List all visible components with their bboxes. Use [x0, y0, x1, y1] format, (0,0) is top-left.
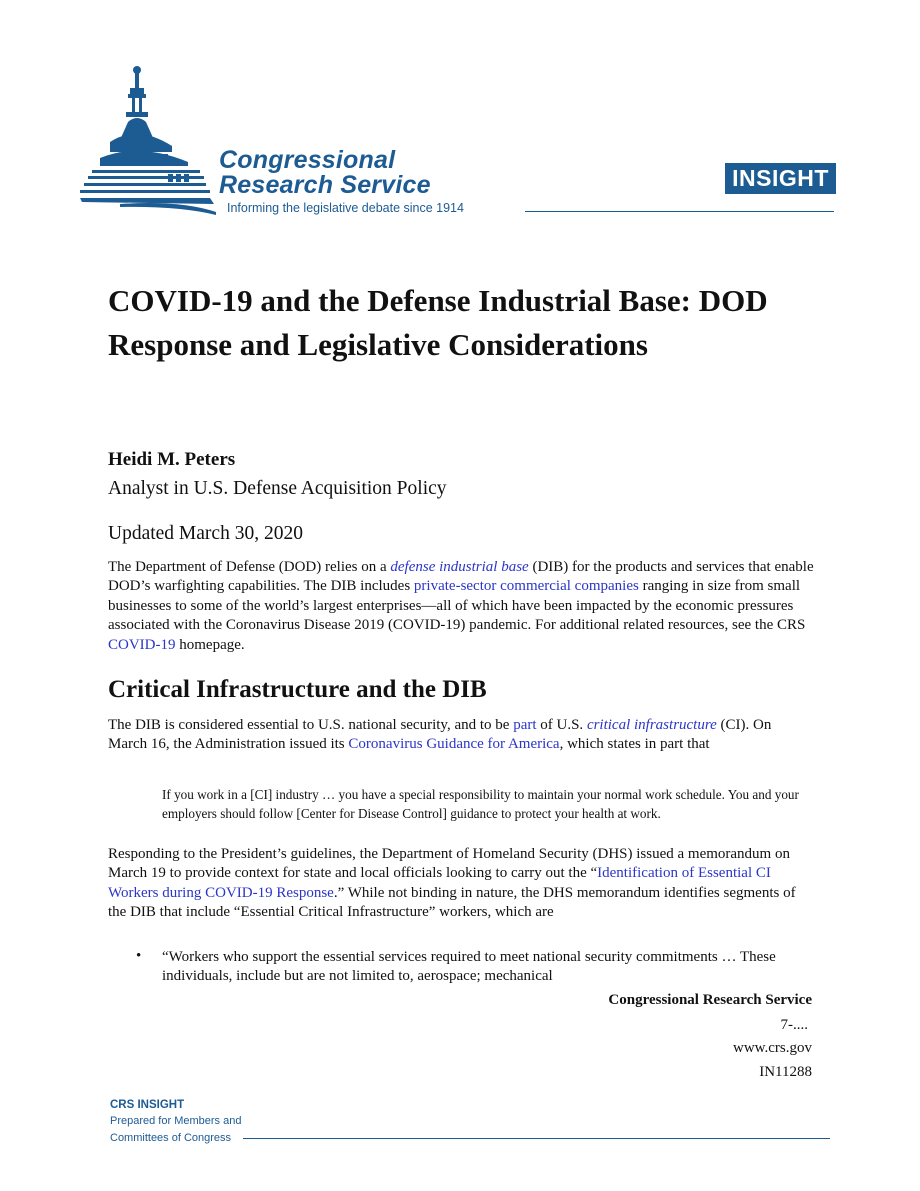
meta-report-id: IN11288: [759, 1064, 812, 1080]
brand-name-line2: Research Service: [219, 171, 431, 199]
section-paragraph-1: The DIB is considered essential to U.S. national security, and to be part of U.S. critical infrastructure (CI). On March 16, the Administration issued its Coronavirus Guidance for America, which states in part that: [108, 717, 772, 753]
insight-badge: INSIGHT: [725, 163, 836, 194]
footer-line2: Committees of Congress: [110, 1132, 232, 1144]
page-title: COVID-19 and the Defense Industrial Base: DOD Response and Legislative Considerations: [108, 283, 768, 362]
link-critical-infrastructure[interactable]: critical infrastructure: [586, 717, 717, 733]
footer-rule: [243, 1138, 830, 1139]
footer-label: CRS INSIGHT: [110, 1099, 185, 1111]
link-coronavirus-guidance[interactable]: Coronavirus Guidance for America: [348, 736, 560, 753]
link-covid-19[interactable]: COVID-19: [108, 636, 176, 653]
section-heading: Critical Infrastructure and the DIB: [108, 676, 487, 703]
author-name: Heidi M. Peters: [108, 449, 236, 470]
author-position: Analyst in U.S. Defense Acquisition Policy: [108, 478, 447, 499]
brand-name-line1: Congressional: [219, 146, 396, 174]
meta-website[interactable]: www.crs.gov: [732, 1040, 812, 1056]
brand-tagline: Informing the legislative debate since 1914: [227, 201, 464, 215]
intro-paragraph: The Department of Defense (DOD) relies on a defense industrial base (DIB) for the products and services that enable DOD’s warfighting capabilities. The DIB includes private-sector commercial companies ranging in size from small businesses to some of the world’s largest enterprises—all of which have been impacted by the economic pressures associated with the Coronavirus Disease 2019 (COVID-19) pandemic. For additional related resources, see the CRS COVID-19 homepage.: [108, 559, 814, 653]
header-rule: [525, 211, 834, 212]
bullet-dot-icon: •: [136, 948, 142, 964]
bullet-item: “Workers who support the essential services required to meet national security commitments … These individuals, include but are not limited to, aerospace; mechanical: [162, 949, 776, 985]
crs-capitol-dome-logo: [80, 62, 220, 217]
footer-line1: Prepared for Members and: [110, 1115, 242, 1127]
block-quote: If you work in a [CI] industry … you have a special responsibility to maintain your normal work schedule. You and your employers should follow [Center for Disease Control] guidance to protect your health at work.: [162, 787, 799, 822]
section-paragraph-2: Responding to the President’s guidelines, the Department of Homeland Security (DHS) issued a memorandum on March 19 to provide context for state and local officials looking to carry out the “Identification of Essential CI Workers during COVID-19 Response.” While not binding in nature, the DHS memorandum identifies segments of the DIB that include “Essential Critical Infrastructure” workers, which are: [108, 846, 796, 921]
link-essential-ci-workers[interactable]: Identification of Essential CI Workers during COVID-19 Response: [108, 865, 771, 901]
meta-number: 7-....: [780, 1017, 808, 1033]
link-private-sector-companies[interactable]: private-sector commercial companies: [413, 578, 639, 595]
updated-date: Updated March 30, 2020: [108, 523, 303, 544]
link-defense-industrial-base[interactable]: defense industrial base: [390, 559, 529, 575]
meta-organization: Congressional Research Service: [608, 992, 812, 1008]
link-part[interactable]: part: [513, 717, 537, 733]
